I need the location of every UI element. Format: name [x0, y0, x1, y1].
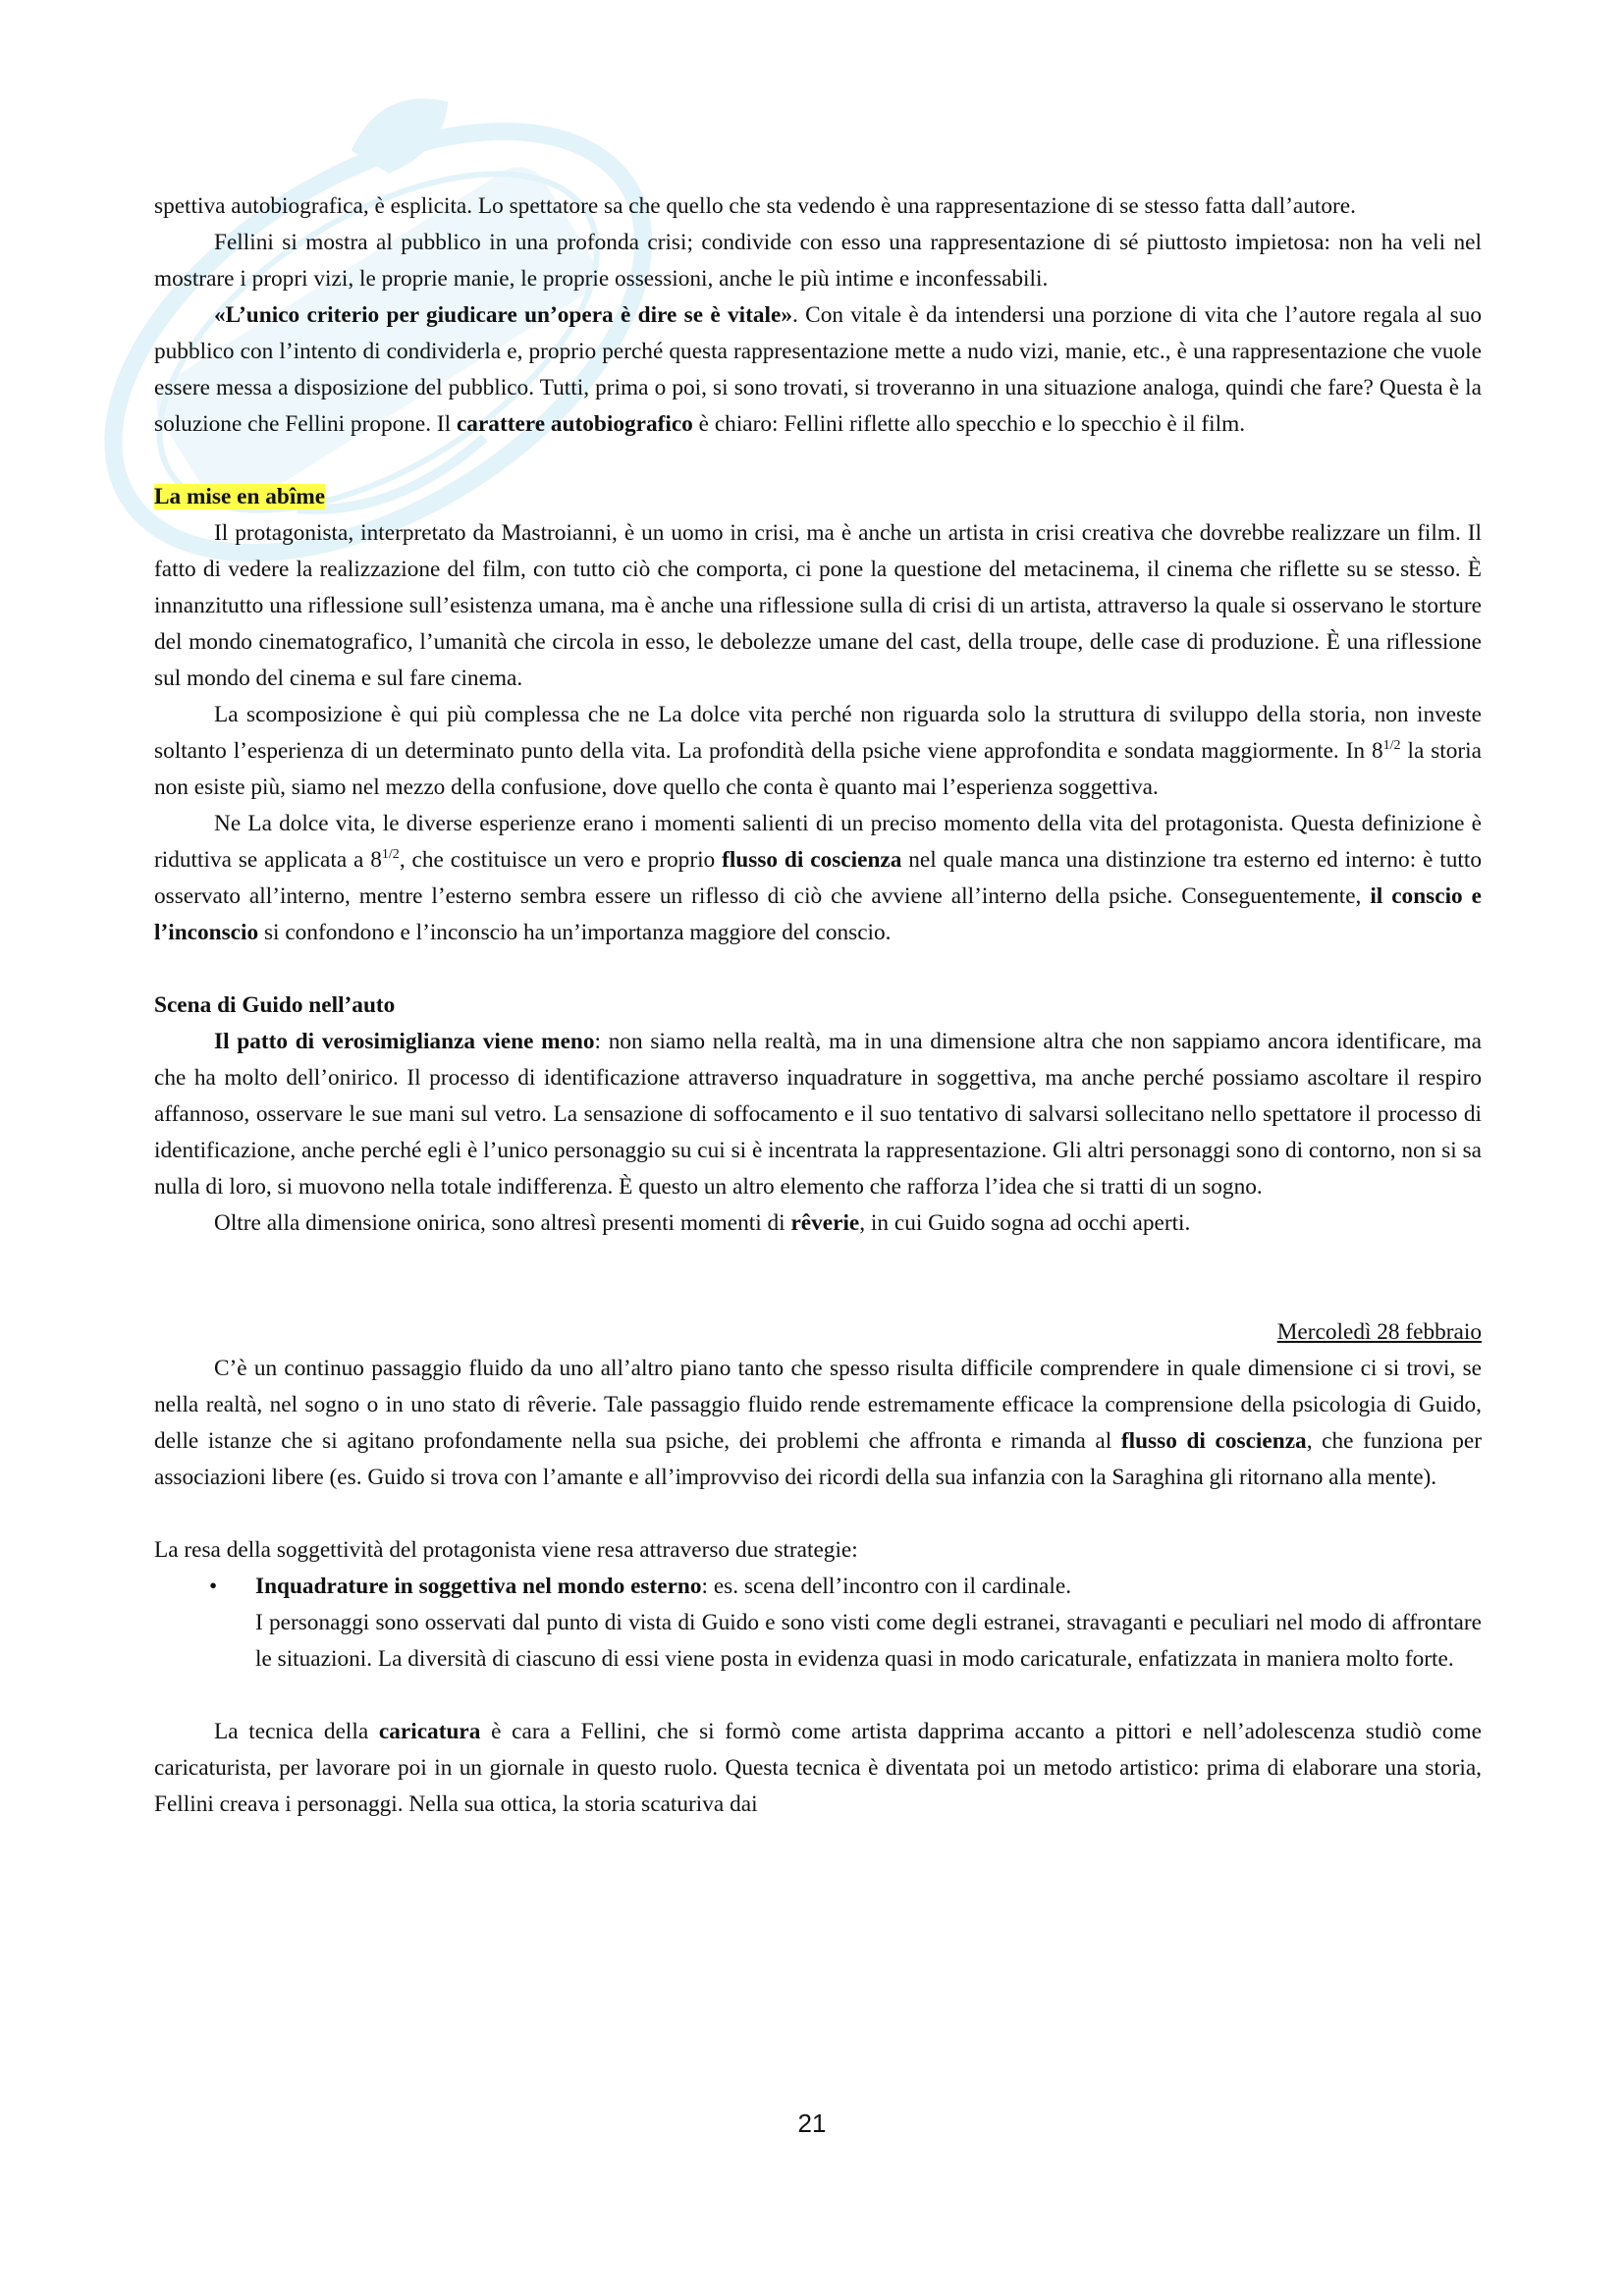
paragraph-2: Fellini si mostra al pubblico in una profonda crisi; condivide con esso una rappresentazione di sé piuttosto impietosa: non ha veli nel mostrare i propri vizi, le proprie manie, le proprie ossessioni, anche le più intime e inconfessabili.	[154, 230, 1482, 292]
date-heading: Mercoledì 28 febbraio	[1276, 1319, 1482, 1345]
paragraph-11: La tecnica della caricatura è cara a Fellini, che si formò come artista dapprima accanto a pittori e nell’adolescenza studiò come caricaturista, per lavorare poi in un giornale in questo ruolo. Questa tecnica è diventata poi un metodo artistico: prima di elaborare una storia, Fellini creava i personaggi. Nella sua ottica, la storia scaturiva dai	[154, 1719, 1482, 1817]
list-item: • Inquadrature in soggettiva nel mondo esterno: es. scena dell’incontro con il cardinale. I personaggi sono osservati dal punto di vista di Guido e sono visti come degli estranei, stravaganti e peculiari nel modo di affrontare le situazioni. La diversità di ciascuno di essi viene posta in evidenza quasi in modo caricaturale, enfatizzata in maniera molto forte.	[154, 1569, 1482, 1678]
document-page	[154, 188, 1482, 1823]
paragraph-8: Oltre alla dimensione onirica, sono altresì presenti momenti di rêverie, in cui Guido sogna ad occhi aperti.	[214, 1210, 1191, 1236]
paragraph-4: Il protagonista, interpretato da Mastroianni, è un uomo in crisi, ma è anche un artista in crisi creativa che dovrebbe realizzare un film. Il fatto di vedere la realizzazione del film, con tutto ciò che comporta, ci pone la questione del metacinema, il cinema che riflette su se stesso. È innanzitutto una riflessione sull’esistenza umana, ma è anche una riflessione sulla di crisi di un artista, attraverso la quale si osservano le storture del mondo cinematografico, l’umanità che circola in esso, le debolezze umane del cast, della troupe, delle case di produzione. È una riflessione sul mondo del cinema e sul fare cinema.	[154, 520, 1482, 691]
quote-bold: «L’unico criterio per giudicare un’opera è dire se è vitale»	[214, 302, 793, 328]
section-heading-mise-en-abime: La mise en abîme	[154, 484, 326, 509]
paragraph-5: La scomposizione è qui più complessa che ne La dolce vita perché non riguarda solo la struttura di sviluppo della storia, non investe soltanto l’esperienza di un determinato punto della vita. La profondità della psiche viene approfondita e sondata maggiormente. In $8^{1/2}$ la storia non esiste più, siamo nel mezzo della confusione, dove quello che conta è quanto mai l’esperienza soggettiva.	[154, 702, 1482, 800]
section-heading-guido-auto: Scena di Guido nell’auto	[154, 992, 396, 1018]
paragraph-1: spettiva autobiografica, è esplicita. Lo spettatore sa che quello che sta vedendo è una rappresentazione di se stesso fatta dall’autore.	[154, 193, 1356, 219]
paragraph-9: C’è un continuo passaggio fluido da uno all’altro piano tanto che spesso risulta difficile comprendere in quale dimensione ci si trovi, se nella realtà, nel sogno o in uno stato di rêverie. Tale passaggio fluido rende estremamente efficace la comprensione della psicologia di Guido, delle istanze che si agitano profondamente nella sua psiche, dei problemi che affronta e rimanda al flusso di coscienza, che funziona per associazioni libere (es. Guido si trova con l’amante e all’improvviso dei ricordi della sua infanzia con la Saraghina gli ritornano alla mente).	[154, 1356, 1482, 1490]
bullet-icon: •	[209, 1574, 218, 1599]
paragraph-10: La resa della soggettività del protagonista viene resa attraverso due strategie:	[154, 1537, 858, 1563]
paragraph-6: Ne La dolce vita, le diverse esperienze erano i momenti salienti di un preciso momento della vita del protagonista. Questa definizione è riduttiva se applicata a $8^{1/2}$, che costituisce un vero e proprio flusso di coscienza nel quale manca una distinzione tra esterno ed interno: è tutto osservato all’interno, mentre l’esterno sembra essere un riflesso di ciò che avviene all’interno della psiche. Conseguentemente, il conscio e l’inconscio si confondono e l’inconscio ha un’importanza maggiore del conscio.	[154, 811, 1482, 945]
paragraph-7: Il patto di verosimiglianza viene meno: non siamo nella realtà, ma in una dimensione altra che non sappiamo ancora identificare, ma che ha molto dell’onirico. Il processo di identificazione attraverso inquadrature in soggettiva, ma anche perché possiamo ascoltare il respiro affannoso, osservare le sue mani sul vetro. La sensazione di soffocamento e il suo tentativo di salvarsi sollecitano nello spettatore il processo di identificazione, anche perché egli è l’unico personaggio su cui si è incentrata la rappresentazione. Gli altri personaggi sono di contorno, non si sa nulla di loro, si muovono nella totale indifferenza. È questo un altro elemento che rafforza l’idea che si tratti di un sogno.	[154, 1029, 1483, 1200]
paragraph-3: «L’unico criterio per giudicare un’opera è dire se è vitale». Con vitale è da intendersi una porzione di vita che l’autore regala al suo pubblico con l’intento di condividerla e, proprio perché questa rappresentazione mette a nudo vizi, manie, etc., è una rappresentazione che vuole essere messa a disposizione del pubblico. Tutti, prima o poi, si sono trovati, si troveranno in una situazione analoga, quindi che fare? Questa è la soluzione che Fellini propone. Il carattere autobiografico è chiaro: Fellini riflette allo specchio e lo specchio è il film.	[154, 302, 1483, 437]
page-number: 21	[797, 2109, 827, 2138]
